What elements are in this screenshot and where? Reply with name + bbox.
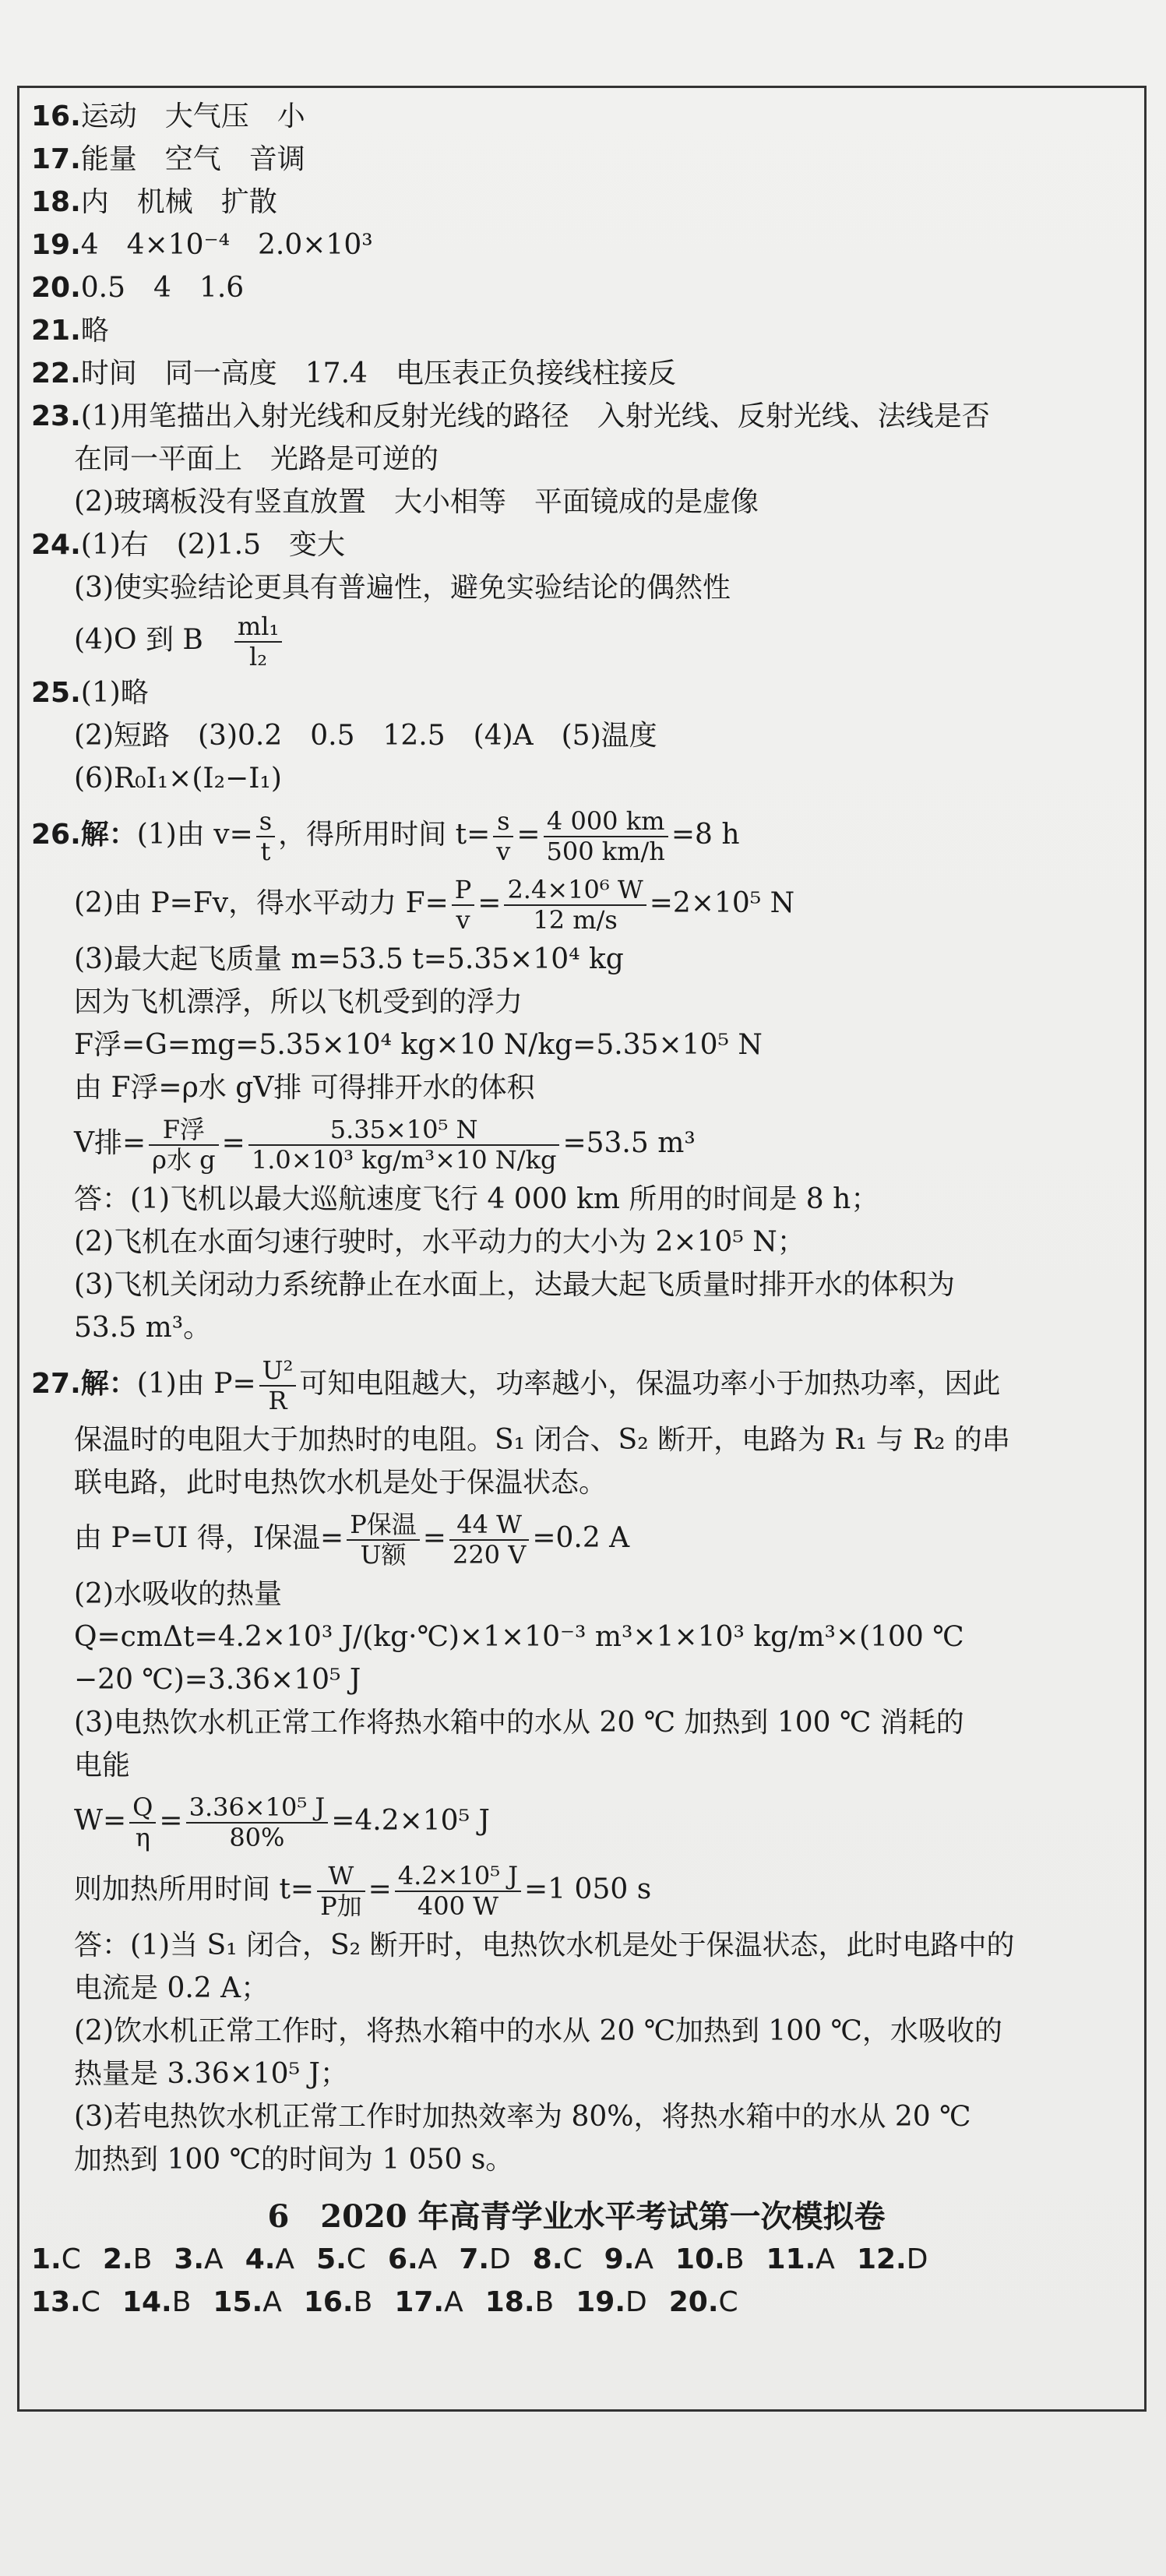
fraction: $\frac{\text{U²}}{R}$ — [259, 1356, 297, 1415]
answer-27-line17: 加热到 100 ℃的时间为 1 050 s。 — [74, 2144, 514, 2176]
answer-16: 16.运动 大气压 小 — [31, 100, 305, 132]
answer-24-part3: (3)使实验结论更具有普遍性，避免实验结论的偶然性 — [74, 572, 731, 604]
choice-number: 1. — [31, 2243, 62, 2275]
answer-26-line2: (2)由 P=Fv，得水平动力 F= $\frac{P}{v}$ = $\frac{\text{2.4×10⁶ W}}{12 m/s}$ =2×10⁵ N — [74, 875, 795, 935]
choice-letter: C — [718, 2286, 738, 2318]
answer-27-line6: Q=cmΔt=4.2×10³ J/(kg·℃)×1×10⁻³ m³×1×10³ kg/m³×(100 ℃ — [74, 1621, 964, 1653]
fraction: $\frac{s}{v}$ — [493, 807, 513, 866]
answer-20: 20.0.5 4 1.6 — [31, 272, 245, 304]
choice-number: 14. — [122, 2286, 172, 2318]
fraction: $\frac{s}{t}$ — [256, 807, 275, 866]
choice-answer — [122, 2286, 191, 2318]
answer-27-line7: −20 ℃)=3.36×10⁵ J — [74, 1664, 361, 1696]
answer-26-line4: 因为飞机漂浮，所以飞机受到的浮力 — [74, 986, 523, 1018]
fraction: $\frac{\text{F浮}}{\text{ρ水 g}}$ — [149, 1115, 218, 1175]
answer-23-cont: 在同一平面上 光路是可逆的 — [74, 443, 439, 475]
fraction: $\frac{44 W}{220 V}$ — [449, 1510, 529, 1570]
answer-27-line2: 保温时的电阻大于加热时的电阻。S₁ 闭合、S₂ 断开，电路为 R₁ 与 R₂ 的串 — [74, 1424, 1010, 1456]
choice-number: 7. — [459, 2243, 490, 2275]
fraction: $\frac{\text{2.4×10⁶ W}}{12 m/s}$ — [504, 876, 646, 935]
answer-21: 21.略 — [31, 315, 109, 347]
choice-letter: C — [61, 2243, 81, 2275]
choice-letter: B — [353, 2286, 373, 2318]
answer-24: 24.(1)右 (2)1.5 变大 — [31, 529, 346, 561]
choice-number: 18. — [484, 2286, 535, 2318]
answer-26-line10: (3)飞机关闭动力系统静止在水面上，达最大起飞质量时排开水的体积为 — [74, 1269, 955, 1301]
answer-27-line9: 电能 — [74, 1750, 131, 1781]
choice-number: 3. — [174, 2243, 205, 2275]
top-rule — [17, 86, 1147, 88]
choice-number: 17. — [394, 2286, 445, 2318]
choice-letter: A — [262, 2286, 282, 2318]
choice-number: 13. — [31, 2286, 81, 2318]
choice-letter: D — [906, 2243, 928, 2275]
answer-content — [31, 95, 1122, 2324]
choice-answer — [533, 2243, 583, 2275]
answer-19: 19.4 4×10⁻⁴ 2.0×10³ — [31, 229, 373, 261]
choice-number: 5. — [316, 2243, 347, 2275]
answer-22: 22.时间 同一高度 17.4 电压表正负接线柱接反 — [31, 358, 676, 389]
choice-number: 20. — [668, 2286, 719, 2318]
choice-number: 10. — [675, 2243, 725, 2275]
choice-answer — [576, 2286, 647, 2318]
choice-answer — [245, 2243, 294, 2275]
choice-answer — [857, 2243, 928, 2275]
answer-26-line5: F浮=G=mg=5.35×10⁴ kg×10 N/kg=5.35×10⁵ N — [74, 1029, 763, 1061]
choice-answer — [174, 2243, 223, 2275]
answer-26-line3: (3)最大起飞质量 m=53.5 t=5.35×10⁴ kg — [74, 943, 624, 975]
choice-answer — [316, 2243, 366, 2275]
choice-answer — [213, 2286, 281, 2318]
choice-answers-row-1 — [31, 2238, 1122, 2281]
choice-answer — [304, 2286, 372, 2318]
answer-24-part4: (4)O 到 B $\frac{\text{ml₁}}{\text{l₂}}$ — [31, 609, 1122, 671]
choice-number: 12. — [856, 2243, 907, 2275]
choice-answer — [103, 2243, 152, 2275]
choice-answer — [388, 2243, 437, 2275]
fraction: $\frac{\text{5.35×10⁵ N}}{\text{1.0×10³ kg/m³×10 N/kg}}$ — [248, 1115, 560, 1175]
answer-27-line10: W= $\frac{Q}{\eta}$ = $\frac{\text{3.36×10⁵ J}}{80\%}$ =4.2×10⁵ J — [74, 1792, 490, 1852]
choice-number: 8. — [532, 2243, 563, 2275]
answer-25-part2: (2)短路 (3)0.2 0.5 12.5 (4)A (5)温度 — [74, 720, 657, 752]
answer-27-line14: (2)饮水机正常工作时，将热水箱中的水从 20 ℃加热到 100 ℃，水吸收的 — [74, 2015, 1002, 2047]
choice-number: 15. — [213, 2286, 263, 2318]
fraction: $\frac{\text{3.36×10⁵ J}}{80\%}$ — [186, 1793, 329, 1852]
answer-25-part6: (6)R₀I₁×(I₂−I₁) — [74, 763, 282, 795]
answer-26-line11: 53.5 m³。 — [74, 1312, 212, 1344]
section-title: 6 2020 年高青学业水平考试第一次模拟卷 — [267, 2198, 886, 2235]
fraction: $\frac{P}{v}$ — [452, 876, 475, 935]
answer-26-line1: 26.解：(1)由 v= $\frac{s}{t}$ ，得所用时间 t= $\frac{s}{v}$ = $\frac{4 000 km}{500 km/h}$ =8 h — [31, 806, 740, 866]
fraction: $\frac{Q}{\eta}$ — [129, 1793, 156, 1852]
choice-answer — [604, 2243, 653, 2275]
fraction: $\frac{4 000 km}{500 km/h}$ — [544, 807, 668, 866]
choice-number: 2. — [102, 2243, 133, 2275]
answer-18: 18.内 机械 扩散 — [31, 186, 277, 218]
answer-23-part2: (2)玻璃板没有竖直放置 大小相等 平面镜成的是虚像 — [74, 486, 759, 518]
answer-27-line3: 联电路，此时电热饮水机是处于保温状态。 — [74, 1467, 608, 1499]
choice-letter: B — [724, 2243, 745, 2275]
choice-number: 6. — [387, 2243, 418, 2275]
choice-letter: A — [417, 2243, 438, 2275]
right-rule — [1144, 86, 1147, 2411]
choice-answer — [459, 2243, 510, 2275]
choice-letter: B — [534, 2286, 555, 2318]
choice-letter: D — [625, 2286, 647, 2318]
choice-letter: C — [562, 2243, 583, 2275]
answer-27-line16: (3)若电热饮水机正常工作时加热效率为 80%，将热水箱中的水从 20 ℃ — [74, 2101, 971, 2133]
choice-answer — [669, 2286, 738, 2318]
answer-27-line15: 热量是 3.36×10⁵ J； — [74, 2058, 348, 2090]
choice-letter: B — [132, 2243, 153, 2275]
answer-26-line7: V排= $\frac{\text{F浮}}{\text{ρ水 g}}$ = $\frac{\text{5.35×10⁵ N}}{\text{1.0×10³ kg/m³×10 N/kg}}$ =53.5 m³ — [74, 1115, 696, 1175]
answer-27-line8: (3)电热饮水机正常工作将热水箱中的水从 20 ℃ 加热到 100 ℃ 消耗的 — [74, 1707, 964, 1739]
answer-17: 17.能量 空气 音调 — [31, 143, 305, 175]
answer-27-line1: 27.解：(1)由 P= $\frac{\text{U²}}{R}$ 可知电阻越大，功率越小，保温功率小于加热功率，因此 — [31, 1355, 1001, 1415]
choice-letter: D — [489, 2243, 511, 2275]
answer-27-line11: 则加热所用时间 t= $\frac{W}{\text{P加}}$ = $\frac{\text{4.2×10⁵ J}}{400 W}$ =1 050 s — [74, 1861, 652, 1921]
choice-number: 11. — [766, 2243, 816, 2275]
answer-25: 25.(1)略 — [31, 677, 149, 709]
choice-number: 16. — [303, 2286, 354, 2318]
choice-number: 9. — [604, 2243, 635, 2275]
choice-letter: A — [634, 2243, 654, 2275]
choice-answer — [675, 2243, 744, 2275]
choice-letter: A — [444, 2286, 463, 2318]
answer-27-line4: 由 P=UI 得，I保温= $\frac{\text{P保温}}{\text{U额}}$ = $\frac{44 W}{220 V}$ =0.2 A — [74, 1510, 630, 1570]
choice-number: 19. — [576, 2286, 625, 2318]
choice-letter: A — [815, 2243, 835, 2275]
choice-letter: C — [346, 2243, 366, 2275]
choice-number: 4. — [245, 2243, 276, 2275]
left-rule — [17, 86, 19, 2411]
answer-26-line9: (2)飞机在水面匀速行驶时，水平动力的大小为 2×10⁵ N； — [74, 1226, 805, 1258]
choice-answer — [394, 2286, 463, 2318]
choice-letter: B — [171, 2286, 192, 2318]
choice-answer — [766, 2243, 835, 2275]
choice-letter: A — [204, 2243, 224, 2275]
answer-27-line13: 电流是 0.2 A； — [74, 1972, 269, 2004]
fraction: $\frac{\text{4.2×10⁵ J}}{400 W}$ — [395, 1862, 521, 1921]
choice-answer — [31, 2243, 81, 2275]
fraction: $\frac{\text{P保温}}{\text{U额}}$ — [347, 1510, 420, 1570]
choice-answer — [31, 2286, 100, 2318]
choice-letter: C — [80, 2286, 100, 2318]
answer-23: 23.(1)用笔描出入射光线和反射光线的路径 入射光线、反射光线、法线是否 — [31, 400, 990, 432]
choice-answers-row-2 — [31, 2281, 1122, 2324]
bottom-rule — [17, 2409, 1147, 2412]
choice-answer — [485, 2286, 554, 2318]
answer-27-line5: (2)水吸收的热量 — [74, 1578, 282, 1610]
fraction: $\frac{\text{ml₁}}{\text{l₂}}$ — [234, 612, 282, 671]
choice-letter: A — [275, 2243, 295, 2275]
answer-26-line6: 由 F浮=ρ水 gV排 可得排开水的体积 — [74, 1072, 535, 1104]
answer-27-line12: 答：(1)当 S₁ 闭合，S₂ 断开时，电热饮水机是处于保温状态，此时电路中的 — [74, 1929, 1015, 1961]
answer-26-line8: 答：(1)飞机以最大巡航速度飞行 4 000 km 所用的时间是 8 h； — [74, 1183, 879, 1215]
fraction: $\frac{W}{\text{P加}}$ — [317, 1862, 365, 1921]
